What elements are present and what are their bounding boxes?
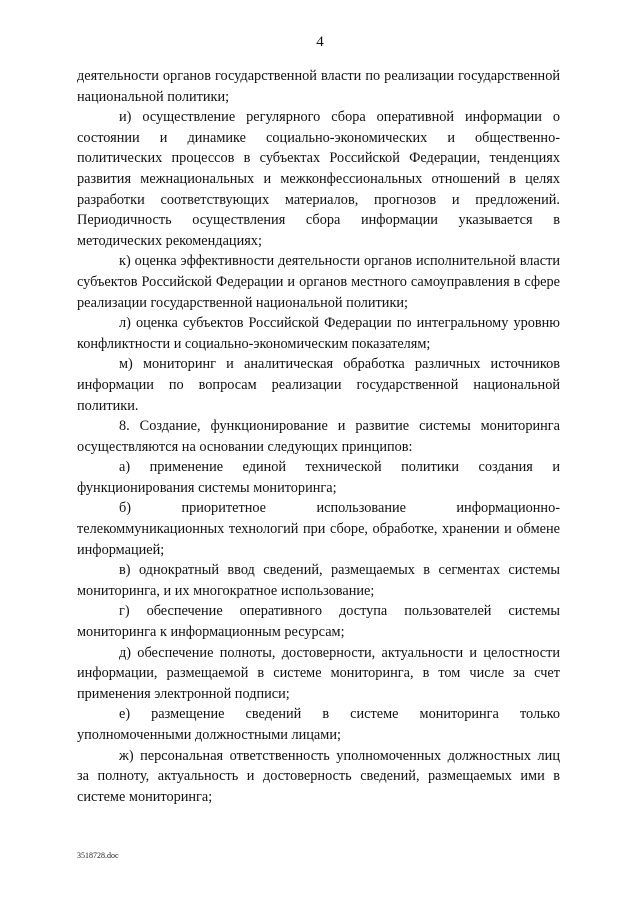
paragraph-item-e: е) размещение сведений в системе мониторинга только уполномоченными должностными лицами; [77,706,560,743]
paragraph-continuation: деятельности органов государственной власти по реализации государственной национальной политики; [77,68,560,105]
paragraph-item-g: г) обеспечение оперативного доступа пользователей системы мониторинга к информационным ресурсам; [77,603,560,641]
paragraph-item-zh: ж) персональная ответственность уполномоченных должностных лиц за полноту, актуальность и достоверность сведений, размещаемых ими в системе мониторинга; [77,747,560,805]
paragraph-section-8: 8. Создание, функционирование и развитие системы мониторинга осуществляются на основании следующих принципов: [77,418,560,455]
paragraph-item-l: л) оценка субъектов Российской Федерации по интегральному уровню конфликтности и социально-экономическим показателям; [77,315,560,352]
document-body [77,66,560,807]
paragraph-item-d: д) обеспечение полноты, достоверности, актуальности и целостности информации, размещаемой в системе мониторинга, в том числе за счет применения электронной подписи; [77,644,560,702]
paragraph-item-m: м) мониторинг и аналитическая обработка различных источников информации по вопросам реализации государственной национальной политики. [77,356,560,414]
paragraph-item-k: к) оценка эффективности деятельности органов исполнительной власти субъектов Российской Федерации и органов местного самоуправления в сфере реализации государственной национальной политики; [77,253,560,311]
paragraph-item-b: б) приоритетное использование информационно-телекоммуникационных технологий при сборе, обработке, хранении и обмене информацией; [77,500,560,558]
paragraph-item-v: в) однократный ввод сведений, размещаемых в сегментах системы мониторинга, и их многократное использование; [77,562,560,599]
page-number: 4 [316,34,324,50]
paragraph-item-i: и) осуществление регулярного сбора оперативной информации о состоянии и динамике социально-экономических и общественно-политических процессов в субъектах Российской Федерации, тенденциях развития межнациональных и межконфессиональных отношений в целях разработки соответствующих материалов, прогнозов и предложений. Периодичность осуществления сбора информации указывается в методических рекомендациях; [77,109,560,249]
document-filename: 3518728.doc [77,851,119,860]
paragraph-item-a: а) применение единой технической политики создания и функционирования системы мониторинга; [77,459,560,496]
